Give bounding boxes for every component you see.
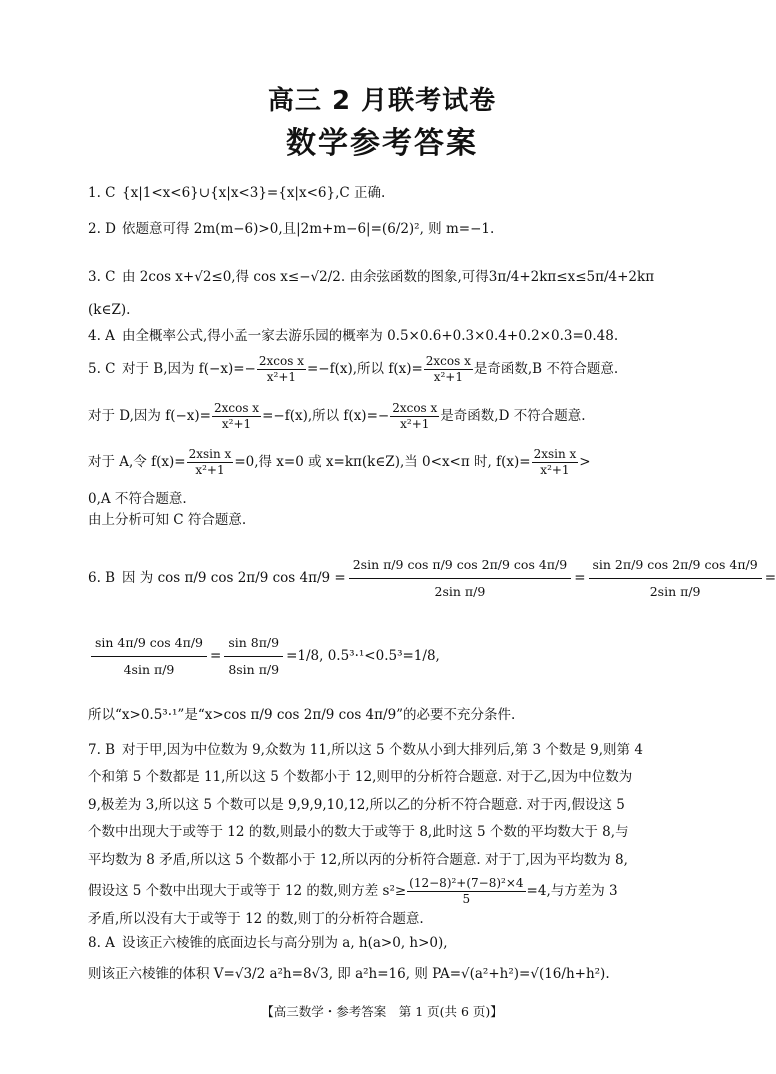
fraction: $\frac{\text{(12−8)²+(7−8)²×4}}{5}$ bbox=[409, 876, 524, 906]
q3-label: 3. C bbox=[88, 269, 116, 285]
answer-q1 bbox=[88, 184, 385, 202]
answer-q6-line2: $\frac{\sin 4\pi/9 \cos 4\pi/9}{\text{4sin π/9}}$ = $\frac{\sin 8\pi/9}{\text{8sin π/9}}$ =1/8, 0.5³·¹<0.5³=1/8, bbox=[88, 630, 440, 683]
answer-q7-line4: 个数中出现大于或等于 12 的数,则最小的数大于或等于 8,此时这 5 个数的平均数大于 8,与 bbox=[88, 824, 629, 840]
answer-q5-line5: 由上分析可知 C 符合题意. bbox=[88, 512, 247, 528]
fraction: $\frac{\text{2sin π/9 cos π/9 cos 2π/9 cos 4π/9}}{\text{2sin π/9}}$ bbox=[349, 552, 571, 605]
q3-continuation: (k∈Z). bbox=[88, 302, 131, 318]
answer-q6-line3: 所以“x>0.5³·¹”是“x>cos π/9 cos 2π/9 cos 4π/9”的必要不充分条件. bbox=[88, 707, 516, 723]
fraction: $\frac{\text{2xcos x}}{\text{x²+1}}$ bbox=[213, 401, 260, 431]
q7-label: 7. B bbox=[88, 742, 116, 758]
q5-label: 5. C bbox=[88, 361, 116, 377]
exam-title: 高三 2 月联考试卷 bbox=[267, 86, 497, 116]
answer-q7-line6: 假设这 5 个数中出现大于或等于 12 的数,则方差 s²≥ $\frac{\text{(12−8)²+(7−8)²×4}}{5}$ =4,与方差为 3 bbox=[88, 876, 618, 906]
answer-q7-line5: 平均数为 8 矛盾,所以这 5 个数都小于 12,所以丙的分析符合题意. 对于丁,因为平均数为 8, bbox=[88, 852, 628, 868]
answer-q5-line1: 5. C 对于 B,因为 f(−x)=− $\frac{\text{2xcos x}}{\text{x²+1}}$ =−f(x),所以 f(x)= $\frac{\text{2xcos x}}{\text{x²+1}}$ 是奇函数,B 不符合题意. bbox=[88, 354, 619, 384]
answer-key-title: 数学参考答案 bbox=[286, 126, 478, 161]
answer-q6-line1: 6. B 因 为 cos π/9 cos 2π/9 cos 4π/9 = $\frac{\text{2sin π/9 cos π/9 cos 2π/9 cos 4π/9}}{\text{2sin π/9}}$ = $\frac{\sin 2\pi/9 \cos 2\pi/9 \cos 4\pi/9}{\text{2sin π/9}}$ = bbox=[88, 552, 776, 605]
q8-label: 8. A bbox=[88, 935, 115, 951]
answer-q5-line4: 0,A 不符合题意. bbox=[88, 491, 187, 507]
answer-q5-line2: 对于 D,因为 f(−x)= $\frac{\text{2xcos x}}{\text{x²+1}}$ =−f(x),所以 f(x)=− $\frac{\text{2xcos x}}{\text{x²+1}}$ 是奇函数,D 不符合题意. bbox=[88, 401, 586, 431]
answer-q2 bbox=[88, 220, 494, 238]
answer-q8-line1: 8. A 设该正六棱锥的底面边长与高分别为 a, h(a>0, h>0), bbox=[88, 935, 448, 951]
fraction: $\frac{\text{2xcos x}}{\text{x²+1}}$ bbox=[425, 354, 471, 384]
answer-q3 bbox=[88, 268, 654, 286]
fraction: $\frac{\sin 4\pi/9 \cos 4\pi/9}{\text{4sin π/9}}$ bbox=[91, 630, 207, 683]
fraction: $\frac{\text{2xcos x}}{\text{x²+1}}$ bbox=[258, 354, 304, 384]
answer-q7-line7: 矛盾,所以没有大于或等于 12 的数,则丁的分析符合题意. bbox=[88, 911, 424, 927]
fraction: $\frac{\sin 2\pi/9 \cos 2\pi/9 \cos 4\pi/9}{\text{2sin π/9}}$ bbox=[589, 552, 762, 605]
q1-label: 1. C bbox=[88, 185, 116, 201]
answer-q8-line2: 则该正六棱锥的体积 V=√3/2 a²h=8√3, 即 a²h=16, 则 PA=√(a²+h²)=√(16/h+h²). bbox=[88, 966, 610, 982]
q4-label: 4. A bbox=[88, 328, 115, 344]
q2-label: 2. D bbox=[88, 221, 116, 237]
answer-q7-line3: 9,极差为 3,所以这 5 个数可以是 9,9,9,10,12,所以乙的分析不符合题意. 对于丙,假设这 5 bbox=[88, 797, 625, 813]
answer-q4 bbox=[88, 327, 618, 345]
q6-label: 6. B bbox=[88, 570, 116, 586]
fraction: $\frac{\text{2xsin x}}{\text{x²+1}}$ bbox=[188, 447, 232, 477]
answer-q7-line1: 7. B 对于甲,因为中位数为 9,众数为 11,所以这 5 个数从小到大排列后,第 3 个数是 9,则第 4 bbox=[88, 742, 643, 758]
q1-text: {x|1<x<6}∪{x|x<3}={x|x<6},C 正确. bbox=[122, 185, 386, 201]
q4-text: 由全概率公式,得小孟一家去游乐园的概率为 0.5×0.6+0.3×0.4+0.2×0.3=0.48. bbox=[122, 328, 619, 344]
q3-text: 由 2cos x+√2≤0,得 cos x≤−√2/2. 由余弦函数的图象,可得3π/4+2kπ≤x≤5π/4+2kπ bbox=[122, 269, 655, 285]
page-footer: 【高三数学・参考答案 第 1 页(共 6 页)】 bbox=[261, 1004, 503, 1019]
fraction: $\frac{\text{2xcos x}}{\text{x²+1}}$ bbox=[392, 401, 438, 431]
q2-text: 依题意可得 2m(m−6)>0,且|2m+m−6|=(6/2)², 则 m=−1. bbox=[122, 221, 495, 237]
answer-q5-line3: 对于 A,令 f(x)= $\frac{\text{2xsin x}}{\text{x²+1}}$ =0,得 x=0 或 x=kπ(k∈Z),当 0<x<π 时, f(x)= $\frac{\text{2xsin x}}{\text{x²+1}}$ > bbox=[88, 447, 591, 477]
fraction: $\frac{\sin 8\pi/9}{\text{8sin π/9}}$ bbox=[224, 630, 283, 683]
fraction: $\frac{\text{2xsin x}}{\text{x²+1}}$ bbox=[533, 447, 577, 477]
answer-q7-line2: 个和第 5 个数都是 11,所以这 5 个数都小于 12,则甲的分析符合题意. 对于乙,因为中位数为 bbox=[88, 769, 633, 785]
